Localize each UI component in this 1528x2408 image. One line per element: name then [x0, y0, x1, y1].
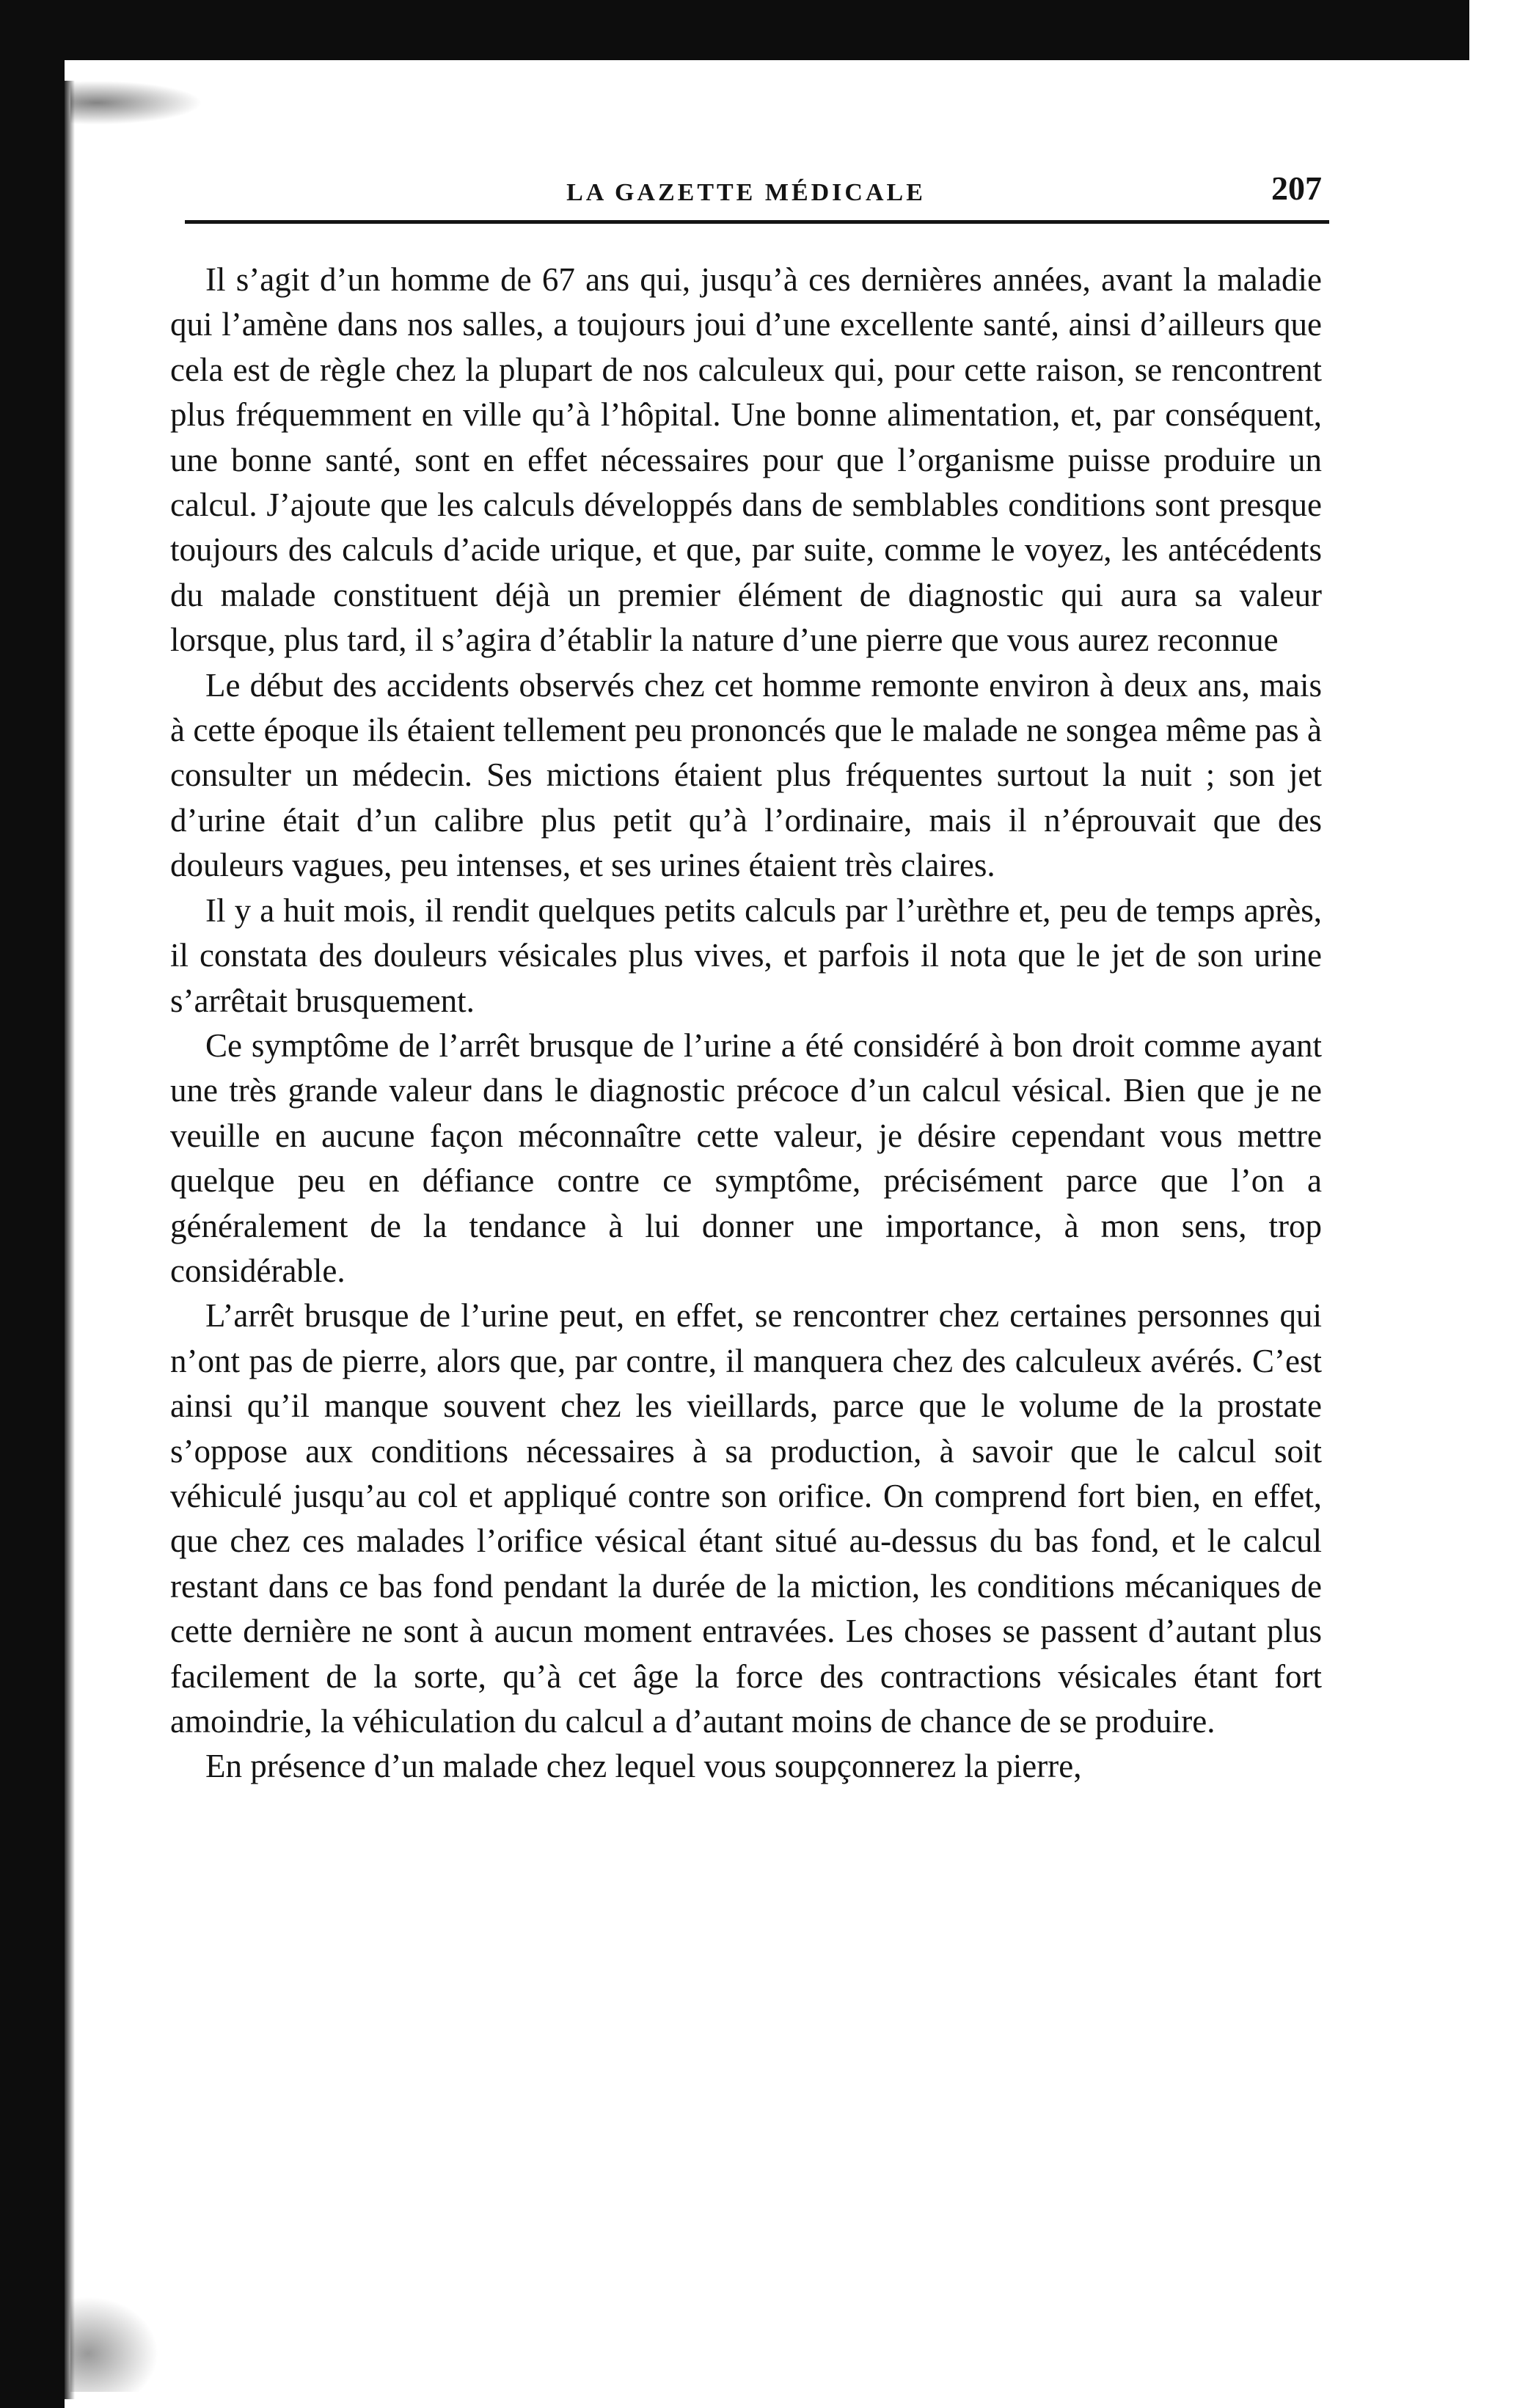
scan-smudge-top: [70, 81, 202, 125]
paragraph-3: Il y a huit mois, il rendit quelques petits calculs par l’urèthre et, peu de temps après, il constata des douleurs vésicales plus vives, et parfois il nota que le jet de son urine s’arrêtait brusquement.: [170, 891, 1322, 1019]
running-head: [170, 169, 1322, 220]
scan-smudge-bottom: [70, 2296, 158, 2392]
header-rule: [185, 220, 1329, 224]
scan-border-left: [0, 0, 65, 2408]
paragraph-6: En présence d’un malade chez lequel vous soupçonnerez la pierre,: [205, 1748, 1082, 1785]
page-number: 207: [1271, 169, 1322, 207]
body-text: [170, 258, 1322, 1789]
paragraph-2: Le début des accidents observés chez cet homme remonte environ à deux ans, mais à cette époque ils étaient tellement peu prononcés que le malade ne songea même pas à consulter un médecin. Ses mictions étaient plus fréquentes surtout la nuit ; son jet d’urine était d’un calibre plus petit qu’à l’ordinaire, mais il n’éprouvait que des douleurs vagues, peu intenses, et ses urines étaient très claires.: [170, 666, 1322, 884]
paragraph-1: Il s’agit d’un homme de 67 ans qui, jusqu’à ces dernières années, avant la maladie qui l’amène dans nos salles, a toujours joui d’une excellente santé, ainsi d’ailleurs que cela est de règle chez la plupart de nos calculeux qui, pour cette raison, se rencontrent plus fréquemment en ville qu’à l’hôpital. Une bonne alimentation, et, par conséquent, une bonne santé, sont en effet nécessaires pour que l’organisme puisse produire un calcul. J’ajoute que les calculs développés dans de semblables conditions sont presque toujours des calculs d’acide urique, et que, par suite, comme le voyez, les antécédents du malade constituent déjà un premier élément de diagnostic qui aura sa valeur lorsque, plus tard, il s’agira d’établir la nature d’une pierre que vous aurez reconnue: [170, 261, 1322, 659]
paragraph-4: Ce symptôme de l’arrêt brusque de l’urine a été considéré à bon droit comme ayant une très grande valeur dans le diagnostic précoce d’un calcul vésical. Bien que je ne veuille en aucune façon méconnaître cette valeur, je désire cependant vous mettre quelque peu en défiance contre ce symptôme, précisément parce que l’on a généralement de la tendance à lui donner une importance, à mon sens, trop considérable.: [170, 1026, 1322, 1289]
page: [170, 169, 1322, 1789]
paragraph-5: L’arrêt brusque de l’urine peut, en effet, se rencontrer chez certaines personnes qui n’ont pas de pierre, alors que, par contre, il manquera chez des calculeux avérés. C’est ainsi qu’il manque souvent chez les vieillards, parce que le volume de la prostate s’oppose aux conditions nécessaires à sa production, à savoir que le calcul soit véhiculé jusqu’au col et appliqué contre son orifice. On comprend fort bien, en effet, que chez ces malades l’orifice vésical étant situé au-dessus du bas fond, et le calcul restant dans ce bas fond pendant la durée de la miction, les conditions mécaniques de cette dernière ne sont à aucun moment entravées. Les choses se passent d’autant plus facilement de la sorte, qu’à cet âge la force des contractions vésicales étant fort amoindrie, la véhiculation du calcul a d’autant moins de chance de se produire.: [170, 1297, 1322, 1740]
running-title: LA GAZETTE MÉDICALE: [566, 179, 926, 206]
scan-border-top: [0, 0, 1469, 60]
